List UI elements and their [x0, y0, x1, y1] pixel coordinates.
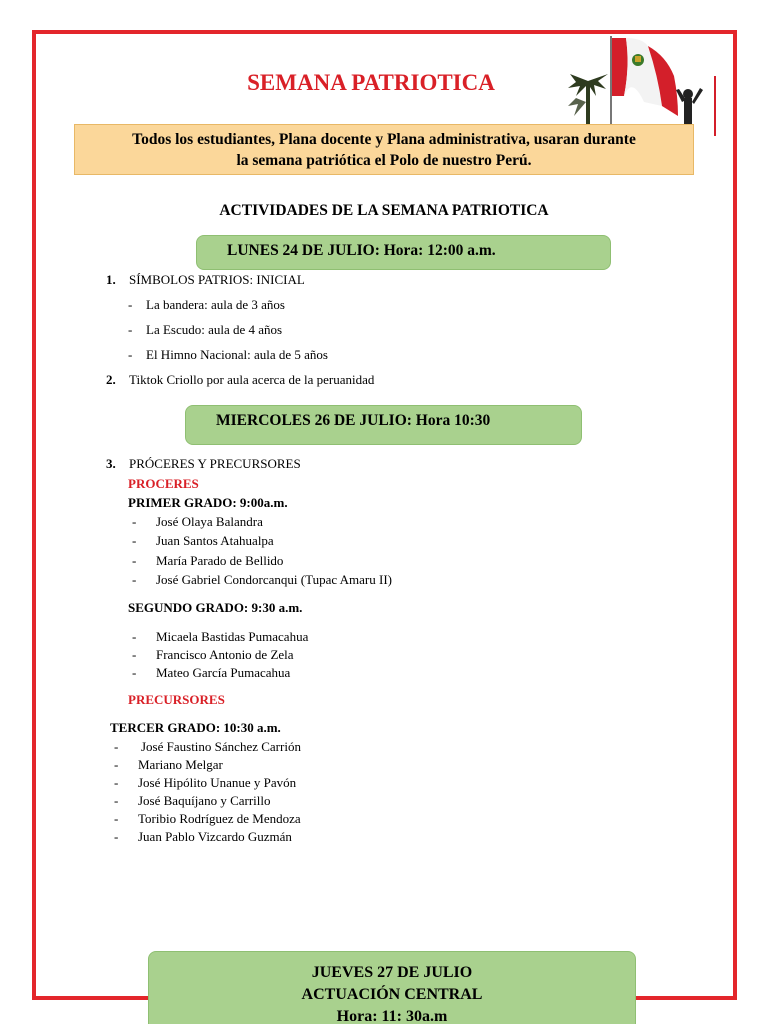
item-1-title: SÍMBOLOS PATRIOS: INICIAL	[129, 272, 305, 287]
list-item: - José Gabriel Condorcanqui (Tupac Amaru II)	[132, 572, 392, 587]
item-3-number: 3.	[106, 456, 116, 471]
list-item: - La bandera: aula de 3 años	[128, 297, 285, 312]
item-3-title: PRÓCERES Y PRECURSORES	[129, 456, 301, 471]
item-1-number: 1.	[106, 272, 116, 287]
precursores-label: PRECURSORES	[128, 692, 225, 707]
activities-heading: ACTIVIDADES DE LA SEMANA PATRIOTICA	[219, 202, 549, 219]
list-item: - Toribio Rodríguez de Mendoza	[114, 811, 301, 826]
list-item: - Juan Pablo Vizcardo Guzmán	[114, 829, 292, 844]
segundo-grado-heading: SEGUNDO GRADO: 9:30 a.m.	[128, 600, 303, 615]
list-item: - Mariano Melgar	[114, 757, 223, 772]
day-3-time: Hora: 11: 30a.m	[336, 1008, 448, 1024]
peru-flag-image	[566, 36, 720, 136]
day-3-banner	[148, 951, 636, 1024]
list-item: - La Escudo: aula de 4 años	[128, 322, 283, 337]
day-3-event: ACTUACIÓN CENTRAL	[301, 986, 483, 1003]
item-3	[106, 456, 301, 472]
proceres-label: PROCERES	[128, 476, 199, 491]
day-2-banner: MIERCOLES 26 DE JULIO: Hora 10:30	[185, 405, 582, 445]
list-item: - Micaela Bastidas Pumacahua	[132, 629, 309, 644]
notice-line-2: la semana patriótica el Polo de nuestro Perú.	[236, 152, 532, 169]
list-item: - Juan Santos Atahualpa	[132, 533, 274, 548]
day-3-date: JUEVES 27 DE JULIO	[311, 964, 473, 981]
notice-line-1: Todos los estudiantes, Plana docente y Plana administrativa, usaran durante	[132, 131, 636, 148]
item-2-number: 2.	[106, 372, 116, 387]
primer-grado-heading: PRIMER GRADO: 9:00a.m.	[128, 495, 288, 510]
list-item: - José Olaya Balandra	[132, 514, 263, 529]
list-item: - José Faustino Sánchez Carrión	[114, 739, 301, 754]
item-2	[106, 372, 374, 388]
notice-box	[74, 124, 694, 175]
item-1	[106, 272, 305, 288]
list-item: - Mateo García Pumacahua	[132, 665, 291, 680]
page-title: SEMANA PATRIOTICA	[247, 70, 495, 95]
item-2-title: Tiktok Criollo por aula acerca de la peruanidad	[129, 372, 375, 387]
day-1-banner: LUNES 24 DE JULIO: Hora: 12:00 a.m.	[196, 235, 611, 270]
list-item: - José Hipólito Unanue y Pavón	[114, 775, 297, 790]
list-item: - Francisco Antonio de Zela	[132, 647, 294, 662]
list-item: - El Himno Nacional: aula de 5 años	[128, 347, 328, 362]
tercer-grado-heading: TERCER GRADO: 10:30 a.m.	[110, 720, 281, 735]
list-item: - María Parado de Bellido	[132, 553, 284, 568]
list-item: - José Baquíjano y Carrillo	[114, 793, 271, 808]
